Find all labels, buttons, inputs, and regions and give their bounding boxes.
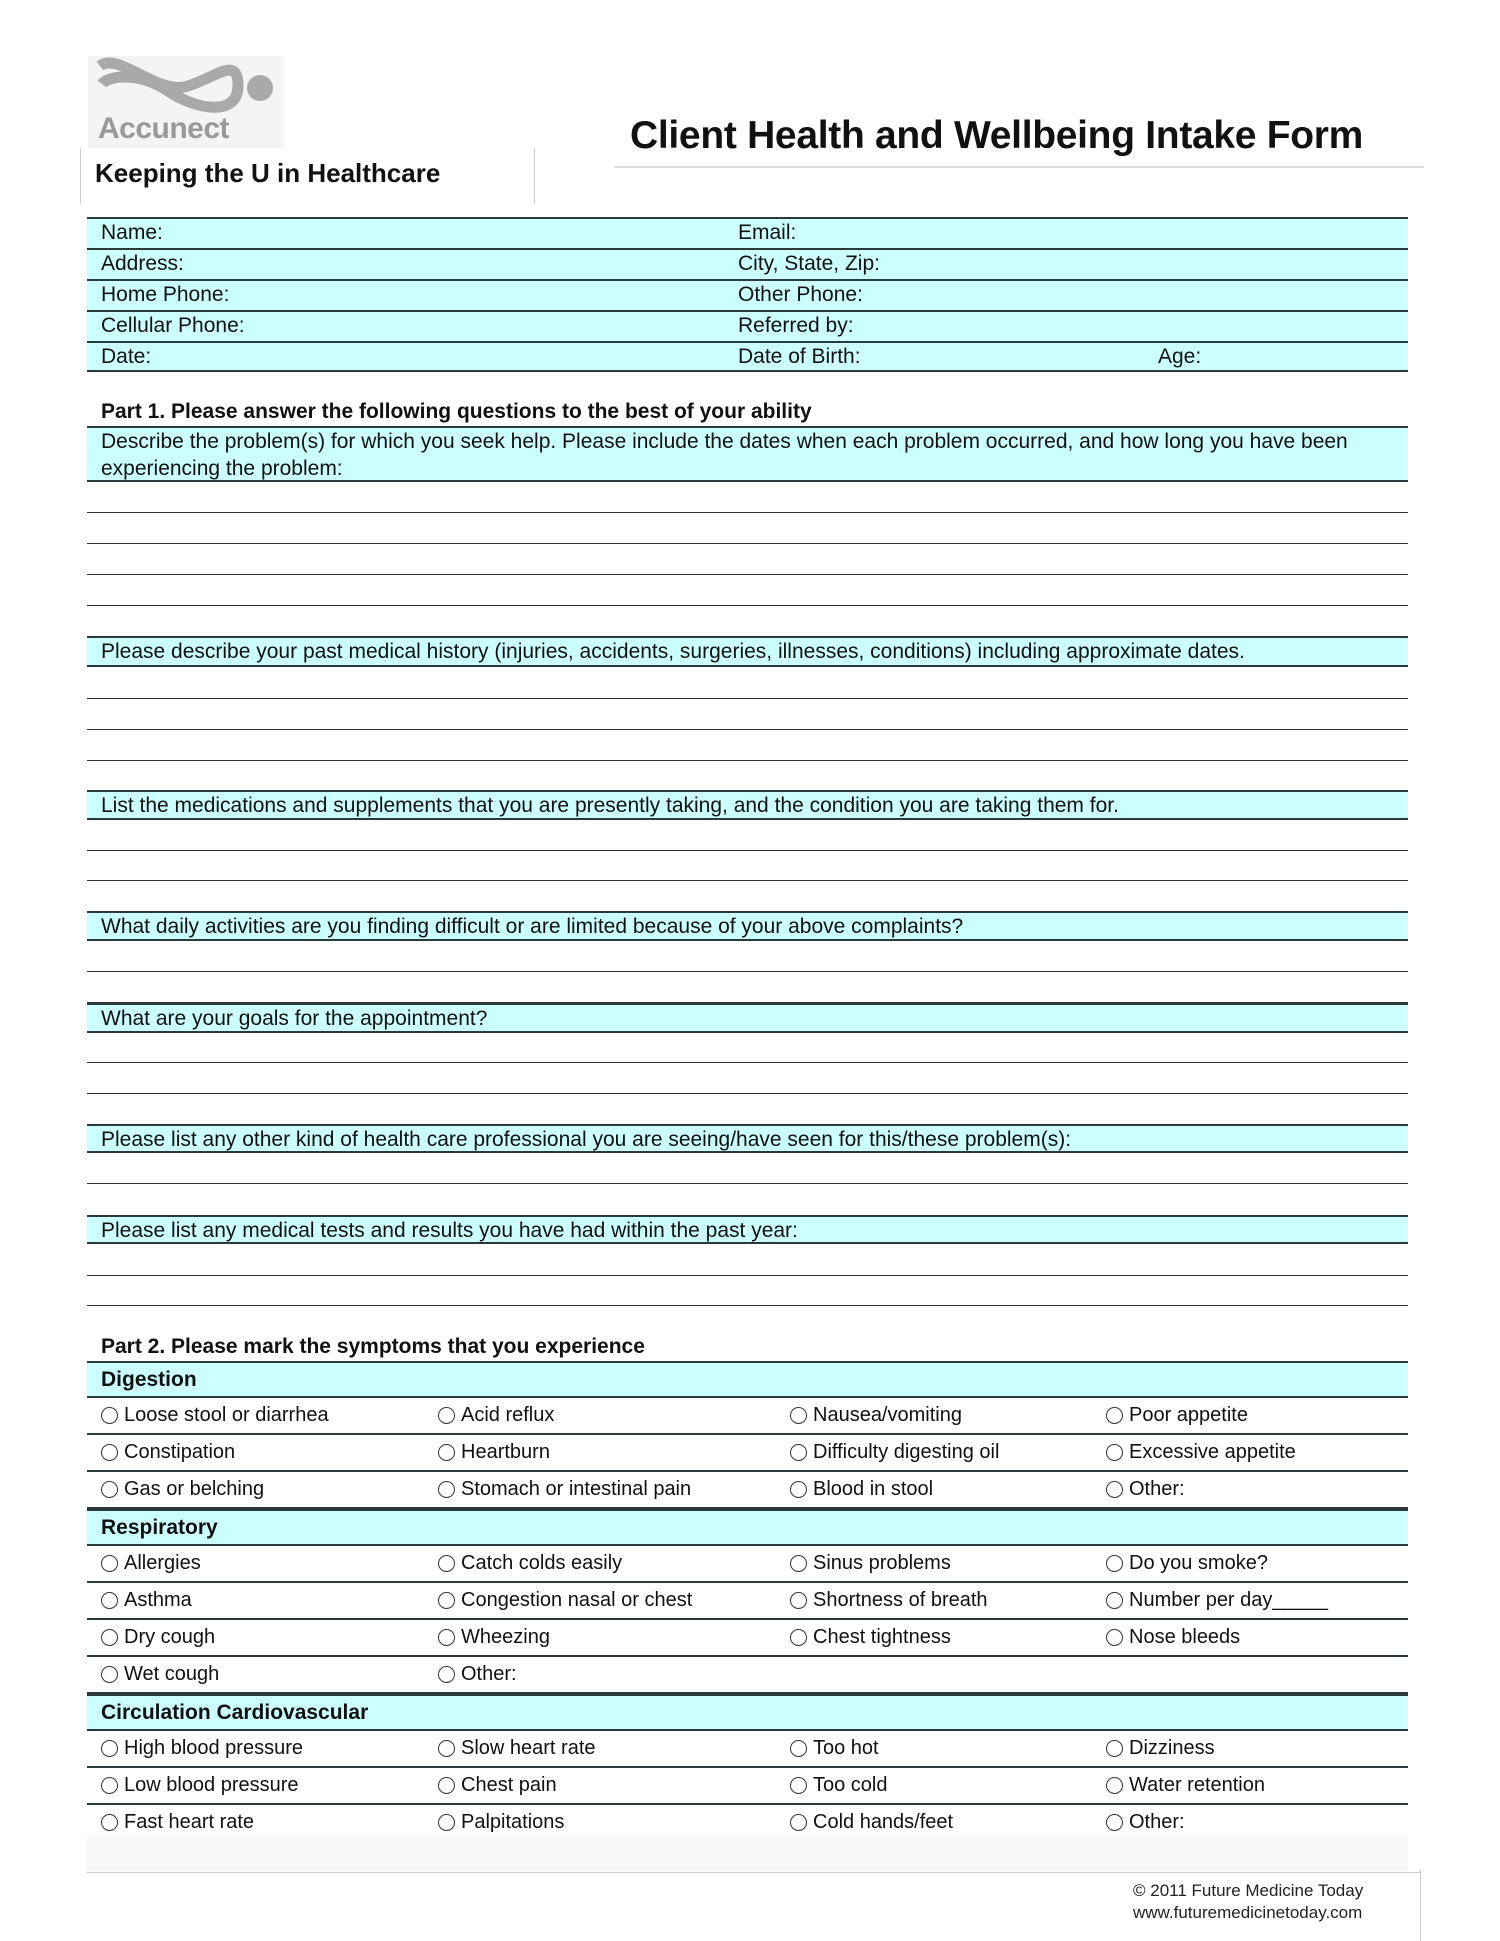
question-prompt: Please list any other kind of health care professional you are seeing/have seen for this/these problem(s): [87,1124,1408,1153]
section-header-digestion: Digestion [87,1361,1408,1398]
answer-line[interactable] [87,1093,1408,1094]
radio-button[interactable] [101,1740,118,1757]
symptom-option[interactable] [790,1398,962,1433]
radio-button[interactable] [101,1481,118,1498]
symptom-option[interactable] [101,1435,235,1470]
symptom-row [87,1768,1408,1805]
divider [534,148,535,204]
symptom-option[interactable] [438,1657,517,1692]
section-header-respiratory: Respiratory [87,1509,1408,1546]
section-header-circulation-cardiovascular: Circulation Cardiovascular [87,1694,1408,1731]
accunect-logo [88,56,284,148]
answer-line[interactable] [87,512,1408,513]
radio-button[interactable] [101,1592,118,1609]
question-prompt: Please list any medical tests and results you have had within the past year: [87,1215,1408,1244]
radio-button[interactable] [790,1629,807,1646]
radio-button[interactable] [438,1740,455,1757]
client-info-table [87,217,1408,372]
divider [1420,1870,1421,1941]
field-label[interactable]: Date of Birth: [738,345,861,368]
radio-button[interactable] [438,1555,455,1572]
info-row [87,341,1408,372]
symptom-option[interactable] [790,1583,988,1618]
title-rule [614,166,1424,168]
symptom-option[interactable] [790,1472,933,1507]
answer-line[interactable] [87,1275,1408,1276]
symptom-row [87,1472,1408,1509]
radio-button[interactable] [790,1481,807,1498]
symptom-label: Gas or belching [124,1478,265,1500]
radio-button[interactable] [438,1666,455,1683]
symptom-option[interactable] [438,1805,564,1840]
symptom-label: Allergies [124,1552,201,1574]
symptom-label: Congestion nasal or chest [461,1589,693,1611]
symptom-checklist [87,1361,1408,1842]
symptom-option[interactable] [101,1472,264,1507]
symptom-label: Do you smoke? [1129,1552,1268,1574]
radio-button[interactable] [101,1814,118,1831]
symptom-option[interactable] [438,1583,692,1618]
symptom-option[interactable] [438,1472,691,1507]
answer-line[interactable] [87,760,1408,761]
symptom-option[interactable] [438,1398,554,1433]
radio-button[interactable] [1106,1592,1123,1609]
symptom-option[interactable] [1106,1620,1240,1655]
radio-button[interactable] [438,1814,455,1831]
symptom-label: Nausea/vomiting [813,1404,962,1426]
symptom-option[interactable] [101,1546,201,1581]
answer-line[interactable] [87,850,1408,851]
radio-button[interactable] [790,1407,807,1424]
field-label[interactable]: Date: [101,345,152,368]
field-label[interactable]: Cellular Phone: [101,314,245,337]
symptom-option[interactable] [1106,1768,1265,1803]
symptom-option[interactable] [101,1768,299,1803]
symptom-option[interactable] [1106,1805,1185,1840]
radio-button[interactable] [101,1407,118,1424]
field-label[interactable]: City, State, Zip: [738,252,880,275]
answer-line[interactable] [87,543,1408,544]
symptom-label: Dizziness [1129,1737,1215,1759]
symptom-label: Other: [1129,1811,1185,1833]
part1-heading: Part 1. Please answer the following questions to the best of your ability [101,400,812,423]
radio-button[interactable] [438,1629,455,1646]
symptom-label: Too hot [813,1737,879,1759]
radio-button[interactable] [438,1777,455,1794]
radio-button[interactable] [1106,1740,1123,1757]
footer [1133,1880,1363,1924]
symptom-option[interactable] [1106,1398,1248,1433]
radio-button[interactable] [790,1592,807,1609]
field-label[interactable]: Age: [1158,345,1202,368]
symptom-option[interactable] [1106,1435,1296,1470]
radio-button[interactable] [438,1592,455,1609]
question-prompt: Please describe your past medical history (injuries, accidents, surgeries, illnesses, conditions) including approximate dates. [87,636,1408,667]
radio-button[interactable] [790,1740,807,1757]
symptom-option[interactable] [101,1657,219,1692]
answer-line[interactable] [87,605,1408,606]
symptom-label: Fast heart rate [124,1811,255,1833]
info-row [87,279,1408,310]
answer-line[interactable] [87,880,1408,881]
symptom-option[interactable] [438,1435,550,1470]
question-prompt: What are your goals for the appointment? [87,1003,1408,1033]
symptom-label: Number per day_____ [1129,1589,1329,1611]
info-row [87,248,1408,279]
radio-button[interactable] [1106,1407,1123,1424]
footer-band [87,1836,1408,1871]
symptom-label: Heartburn [461,1441,550,1463]
field-label[interactable]: Address: [101,252,184,275]
symptom-label: Palpitations [461,1811,565,1833]
symptom-option[interactable] [1106,1731,1215,1766]
answer-line[interactable] [87,1062,1408,1063]
symptom-option[interactable] [790,1620,951,1655]
symptom-row [87,1546,1408,1583]
answer-line[interactable] [87,698,1408,699]
symptom-option[interactable] [101,1731,303,1766]
symptom-label: Wet cough [124,1663,220,1685]
radio-button[interactable] [790,1555,807,1572]
answer-line[interactable] [87,1183,1408,1184]
symptom-label: Difficulty digesting oil [813,1441,1000,1463]
symptom-label: Chest pain [461,1774,557,1796]
symptom-label: Water retention [1129,1774,1265,1796]
symptom-label: Sinus problems [813,1552,951,1574]
symptom-option[interactable] [1106,1583,1328,1618]
question-prompt: List the medications and supplements that you are presently taking, and the condition you are taking them for. [87,790,1408,820]
symptom-label: Stomach or intestinal pain [461,1478,692,1500]
radio-button[interactable] [790,1777,807,1794]
radio-button[interactable] [1106,1629,1123,1646]
radio-button[interactable] [1106,1814,1123,1831]
symptom-option[interactable] [438,1768,557,1803]
field-label[interactable]: Email: [738,221,797,244]
question-prompt: What daily activities are you finding difficult or are limited because of your above complaints? [87,911,1408,941]
tagline: Keeping the U in Healthcare [95,158,441,188]
symptom-option[interactable] [101,1398,329,1433]
radio-button[interactable] [101,1555,118,1572]
symptom-label: Slow heart rate [461,1737,596,1759]
radio-button[interactable] [790,1444,807,1461]
symptom-option[interactable] [438,1620,550,1655]
symptom-label: High blood pressure [124,1737,303,1759]
symptom-label: Low blood pressure [124,1774,299,1796]
symptom-label: Dry cough [124,1626,216,1648]
symptom-row [87,1435,1408,1472]
symptom-label: Other: [461,1663,517,1685]
radio-button[interactable] [438,1481,455,1498]
symptom-option[interactable] [438,1546,622,1581]
question-prompt: Describe the problem(s) for which you seek help. Please include the dates when each problem occurred, and how long you have been experiencing the problem: [87,426,1408,482]
radio-button[interactable] [438,1407,455,1424]
copyright: © 2011 Future Medicine Today [1133,1881,1364,1900]
symptom-label: Catch colds easily [461,1552,623,1574]
symptom-row [87,1583,1408,1620]
radio-button[interactable] [1106,1444,1123,1461]
symptom-option[interactable] [1106,1546,1268,1581]
symptom-label: Constipation [124,1441,236,1463]
symptom-label: Wheezing [461,1626,550,1648]
info-row [87,217,1408,248]
radio-button[interactable] [101,1666,118,1683]
symptom-option[interactable] [1106,1472,1185,1507]
symptom-row [87,1657,1408,1694]
symptom-label: Shortness of breath [813,1589,988,1611]
symptom-label: Asthma [124,1589,192,1611]
radio-button[interactable] [101,1777,118,1794]
answer-line[interactable] [87,1305,1408,1306]
symptom-label: Cold hands/feet [813,1811,954,1833]
radio-button[interactable] [438,1444,455,1461]
symptom-option[interactable] [438,1731,596,1766]
logo-wordmark: Accunect [98,112,230,145]
divider [80,148,81,204]
answer-line[interactable] [87,574,1408,575]
radio-button[interactable] [1106,1481,1123,1498]
answer-line[interactable] [87,971,1408,972]
symptom-option[interactable] [101,1805,254,1840]
symptom-option[interactable] [101,1583,192,1618]
radio-button[interactable] [1106,1777,1123,1794]
symptom-row [87,1620,1408,1657]
symptom-option[interactable] [790,1768,888,1803]
symptom-label: Excessive appetite [1129,1441,1296,1463]
field-label[interactable]: Other Phone: [738,283,863,306]
symptom-label: Other: [1129,1478,1185,1500]
radio-button[interactable] [101,1444,118,1461]
radio-button[interactable] [1106,1555,1123,1572]
website-url: www.futuremedicinetoday.com [1133,1903,1363,1922]
part2-heading: Part 2. Please mark the symptoms that you experience [101,1335,645,1358]
symptom-row [87,1398,1408,1435]
info-row [87,310,1408,341]
symptom-label: Acid reflux [461,1404,555,1426]
symptom-label: Poor appetite [1129,1404,1248,1426]
symptom-option[interactable] [790,1805,953,1840]
symptom-label: Loose stool or diarrhea [124,1404,329,1426]
radio-button[interactable] [101,1629,118,1646]
symptom-option[interactable] [790,1546,951,1581]
footer-rule [87,1872,1420,1873]
symptom-label: Too cold [813,1774,888,1796]
field-label[interactable]: Name: [101,221,163,244]
field-label[interactable]: Home Phone: [101,283,230,306]
answer-line[interactable] [87,729,1408,730]
symptom-option[interactable] [790,1435,999,1470]
page-title: Client Health and Wellbeing Intake Form [630,114,1364,157]
symptom-label: Nose bleeds [1129,1626,1241,1648]
symptom-label: Blood in stool [813,1478,934,1500]
symptom-option[interactable] [790,1731,879,1766]
symptom-label: Chest tightness [813,1626,951,1648]
symptom-row [87,1731,1408,1768]
field-label[interactable]: Referred by: [738,314,854,337]
radio-button[interactable] [790,1814,807,1831]
symptom-option[interactable] [101,1620,215,1655]
